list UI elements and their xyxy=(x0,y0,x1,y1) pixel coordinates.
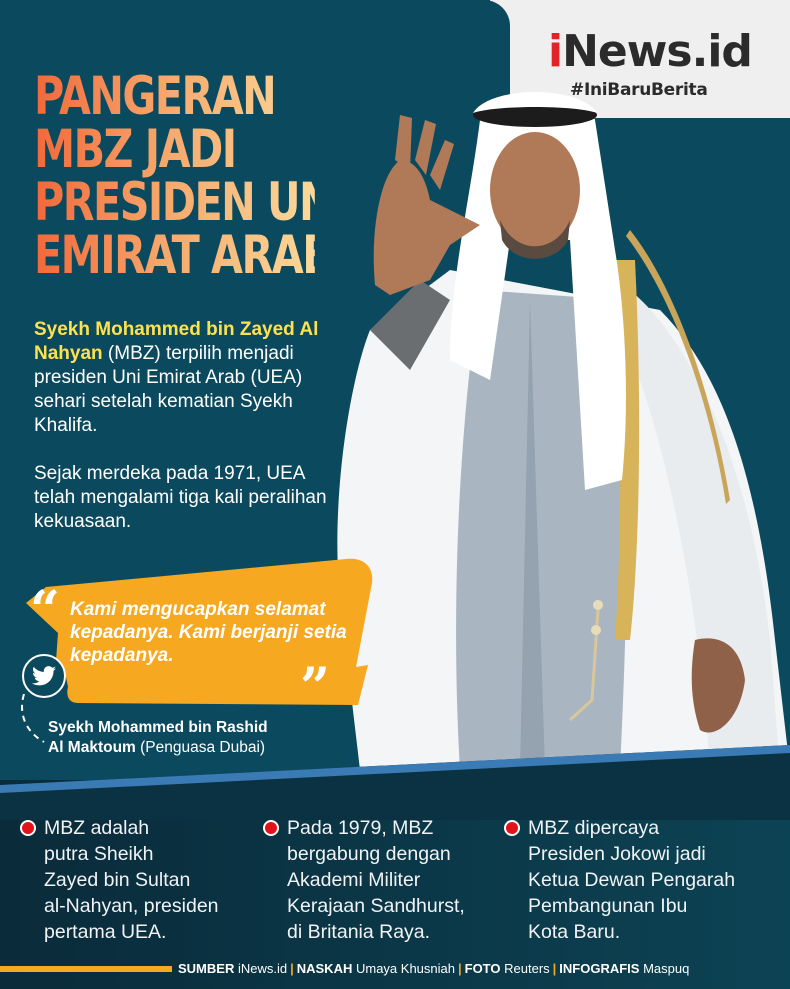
fact-item xyxy=(44,815,244,945)
credit-label: SUMBER xyxy=(178,961,235,976)
author-role: (Penguasa Dubai) xyxy=(135,739,266,756)
quote-open-icon: “ xyxy=(30,580,60,641)
author-name-line-1: Syekh Mohammed bin Rashid xyxy=(48,719,268,736)
logo-i: i xyxy=(548,26,563,77)
subject-abbrev: (MBZ) xyxy=(102,343,161,364)
credit-separator: | xyxy=(290,961,294,976)
intro-paragraph-1 xyxy=(34,318,334,438)
intro-text xyxy=(34,318,334,558)
credit-value: Maspuq xyxy=(643,961,690,976)
logo-rest: News.id xyxy=(562,26,752,77)
fact-line: pertama UEA. xyxy=(44,921,167,943)
quote-text: Kami mengucapkan selamat kepadanya. Kami berjanji setia kepadanya. xyxy=(70,599,347,666)
credit-separator: | xyxy=(552,961,557,976)
credit-label: NASKAH xyxy=(296,961,353,976)
fact-item xyxy=(528,815,778,945)
fact-line: Pembangunan Ibu xyxy=(528,895,688,917)
facts-list xyxy=(0,815,790,945)
credit-label: INFOGRAFIS xyxy=(559,961,640,976)
fact-line: di Britania Raya. xyxy=(287,921,431,943)
diagonal-divider xyxy=(0,740,790,820)
credit-value: Reuters xyxy=(504,961,550,976)
bullet-dot-icon xyxy=(20,820,36,836)
headline-line-1: PANGERAN xyxy=(34,66,276,127)
bullet-dot-icon xyxy=(263,820,279,836)
twitter-icon xyxy=(22,654,66,698)
brand-logo xyxy=(548,26,752,77)
fact-line: Akademi Militer xyxy=(287,869,421,891)
credit-value: iNews.id xyxy=(237,961,288,976)
fact-line: MBZ dipercaya xyxy=(528,817,660,839)
credits-accent-bar xyxy=(0,966,172,972)
fact-line: bergabung dengan xyxy=(287,843,451,865)
fact-line: Kerajaan Sandhurst, xyxy=(287,895,465,917)
fact-item xyxy=(287,815,497,945)
subject-name: Syekh Mohammed bin Zayed Al Nahyan xyxy=(34,319,319,364)
fact-line: Zayed bin Sultan xyxy=(44,869,191,891)
credit-value: Umaya Khusniah xyxy=(355,961,455,976)
fact-line: putra Sheikh xyxy=(44,843,154,865)
fact-line: Kota Baru. xyxy=(528,921,621,943)
credit-label: FOTO xyxy=(464,961,501,976)
intro-body-1: terpilih menjadi presiden Uni Emirat Arab (UEA) sehari setelah kematian Syekh Khalifa. xyxy=(34,343,303,436)
intro-paragraph-2: Sejak merdeka pada 1971, UEA telah mengalami tiga kali peralihan kekuasaan. xyxy=(34,463,327,532)
headline-line-4: EMIRAT ARAB xyxy=(34,225,333,286)
fact-line: Presiden Jokowi jadi xyxy=(528,843,706,865)
brand-tagline: #IniBaruBerita xyxy=(570,80,708,100)
fact-line: al-Nahyan, presiden xyxy=(44,895,219,917)
author-name-line-2: Al Maktoum xyxy=(48,739,136,756)
fact-line: Pada 1979, MBZ xyxy=(287,817,434,839)
credit-separator: | xyxy=(457,961,462,976)
bullet-dot-icon xyxy=(504,820,520,836)
quote-close-icon: ” xyxy=(300,657,330,718)
portrait-photo xyxy=(330,80,790,770)
headline-line-2: MBZ JADI xyxy=(34,119,236,180)
headline-line-3: PRESIDEN UNI xyxy=(34,172,346,233)
fact-line: MBZ adalah xyxy=(44,817,150,839)
credits xyxy=(178,961,689,976)
fact-line: Ketua Dewan Pengarah xyxy=(528,869,736,891)
headline xyxy=(34,66,346,286)
